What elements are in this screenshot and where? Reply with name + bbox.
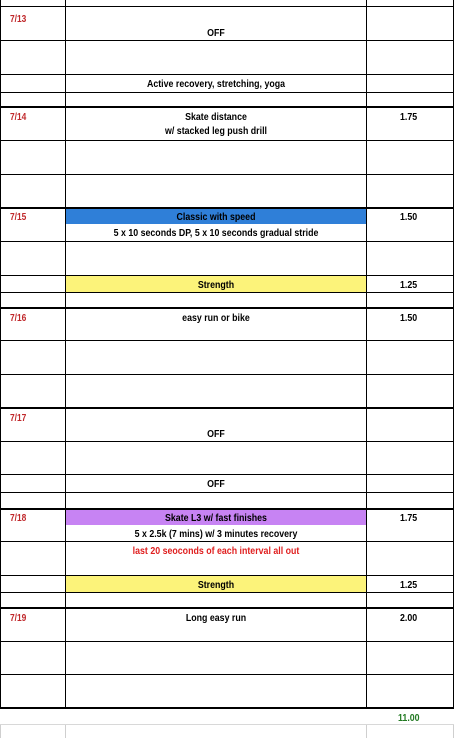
day-divider — [0, 207, 454, 209]
row-line — [0, 174, 454, 175]
hours-cell: 1.50 — [400, 211, 418, 223]
workout-cell: Skate distance — [185, 111, 247, 123]
day-divider — [0, 508, 454, 510]
date-cell: 7/16 — [10, 312, 27, 324]
row-line — [0, 6, 454, 7]
row-line — [0, 140, 454, 141]
workout-note-cell: last 20 seoconds of each interval all out — [132, 545, 300, 557]
hours-cell: 2.00 — [400, 612, 418, 624]
date-cell: 7/14 — [10, 111, 27, 123]
date-cell: 7/18 — [10, 512, 27, 524]
workout-cell: OFF — [207, 478, 225, 490]
workout-cell: Active recovery, stretching, yoga — [146, 78, 286, 90]
row-line — [0, 241, 454, 242]
date-cell: 7/19 — [10, 612, 27, 624]
hours-cell: 1.25 — [400, 579, 418, 591]
hours-cell: 1.75 — [400, 111, 418, 123]
workout-cell: OFF — [207, 428, 225, 440]
row-line — [0, 74, 454, 75]
strength-cell: Strength — [197, 579, 235, 591]
strength-cell: Strength — [197, 279, 235, 291]
row-line — [0, 541, 454, 542]
row-line — [0, 674, 454, 675]
workout-cell: Long easy run — [185, 612, 247, 624]
hours-cell: 1.75 — [400, 512, 418, 524]
workout-detail-cell: w/ stacked leg push drill — [165, 125, 267, 137]
empty-grid-line — [65, 724, 66, 738]
row-line — [0, 641, 454, 642]
row-line — [0, 275, 454, 276]
date-cell: 7/17 — [10, 412, 27, 424]
row-line — [0, 92, 454, 93]
row-line — [0, 592, 454, 593]
sheet-bottom-border — [0, 707, 454, 709]
row-line — [0, 474, 454, 475]
workout-cell: Classic with speed — [176, 211, 256, 223]
row-line — [0, 340, 454, 341]
empty-grid-line — [366, 724, 367, 738]
row-line — [0, 441, 454, 442]
row-line — [0, 492, 454, 493]
date-cell: 7/15 — [10, 211, 27, 223]
day-divider — [0, 307, 454, 309]
empty-grid-line — [453, 724, 454, 738]
hours-cell: 1.25 — [400, 279, 418, 291]
workout-cell: Skate L3 w/ fast finishes — [165, 512, 267, 524]
empty-row-line — [0, 724, 454, 725]
hours-cell: 1.50 — [400, 312, 418, 324]
row-line — [0, 575, 454, 576]
day-divider — [0, 106, 454, 108]
row-line — [0, 292, 454, 293]
workout-cell: OFF — [207, 27, 225, 39]
empty-grid-line — [0, 724, 1, 738]
total-hours-cell: 11.00 — [398, 712, 420, 724]
workout-detail-cell: 5 x 2.5k (7 mins) w/ 3 minutes recovery — [134, 528, 298, 540]
row-line — [0, 374, 454, 375]
day-divider — [0, 607, 454, 609]
workout-cell: easy run or bike — [182, 312, 250, 324]
row-line — [0, 40, 454, 41]
date-cell: 7/13 — [10, 13, 27, 25]
day-divider — [0, 407, 454, 409]
workout-detail-cell: 5 x 10 seconds DP, 5 x 10 seconds gradual stride — [113, 227, 319, 239]
